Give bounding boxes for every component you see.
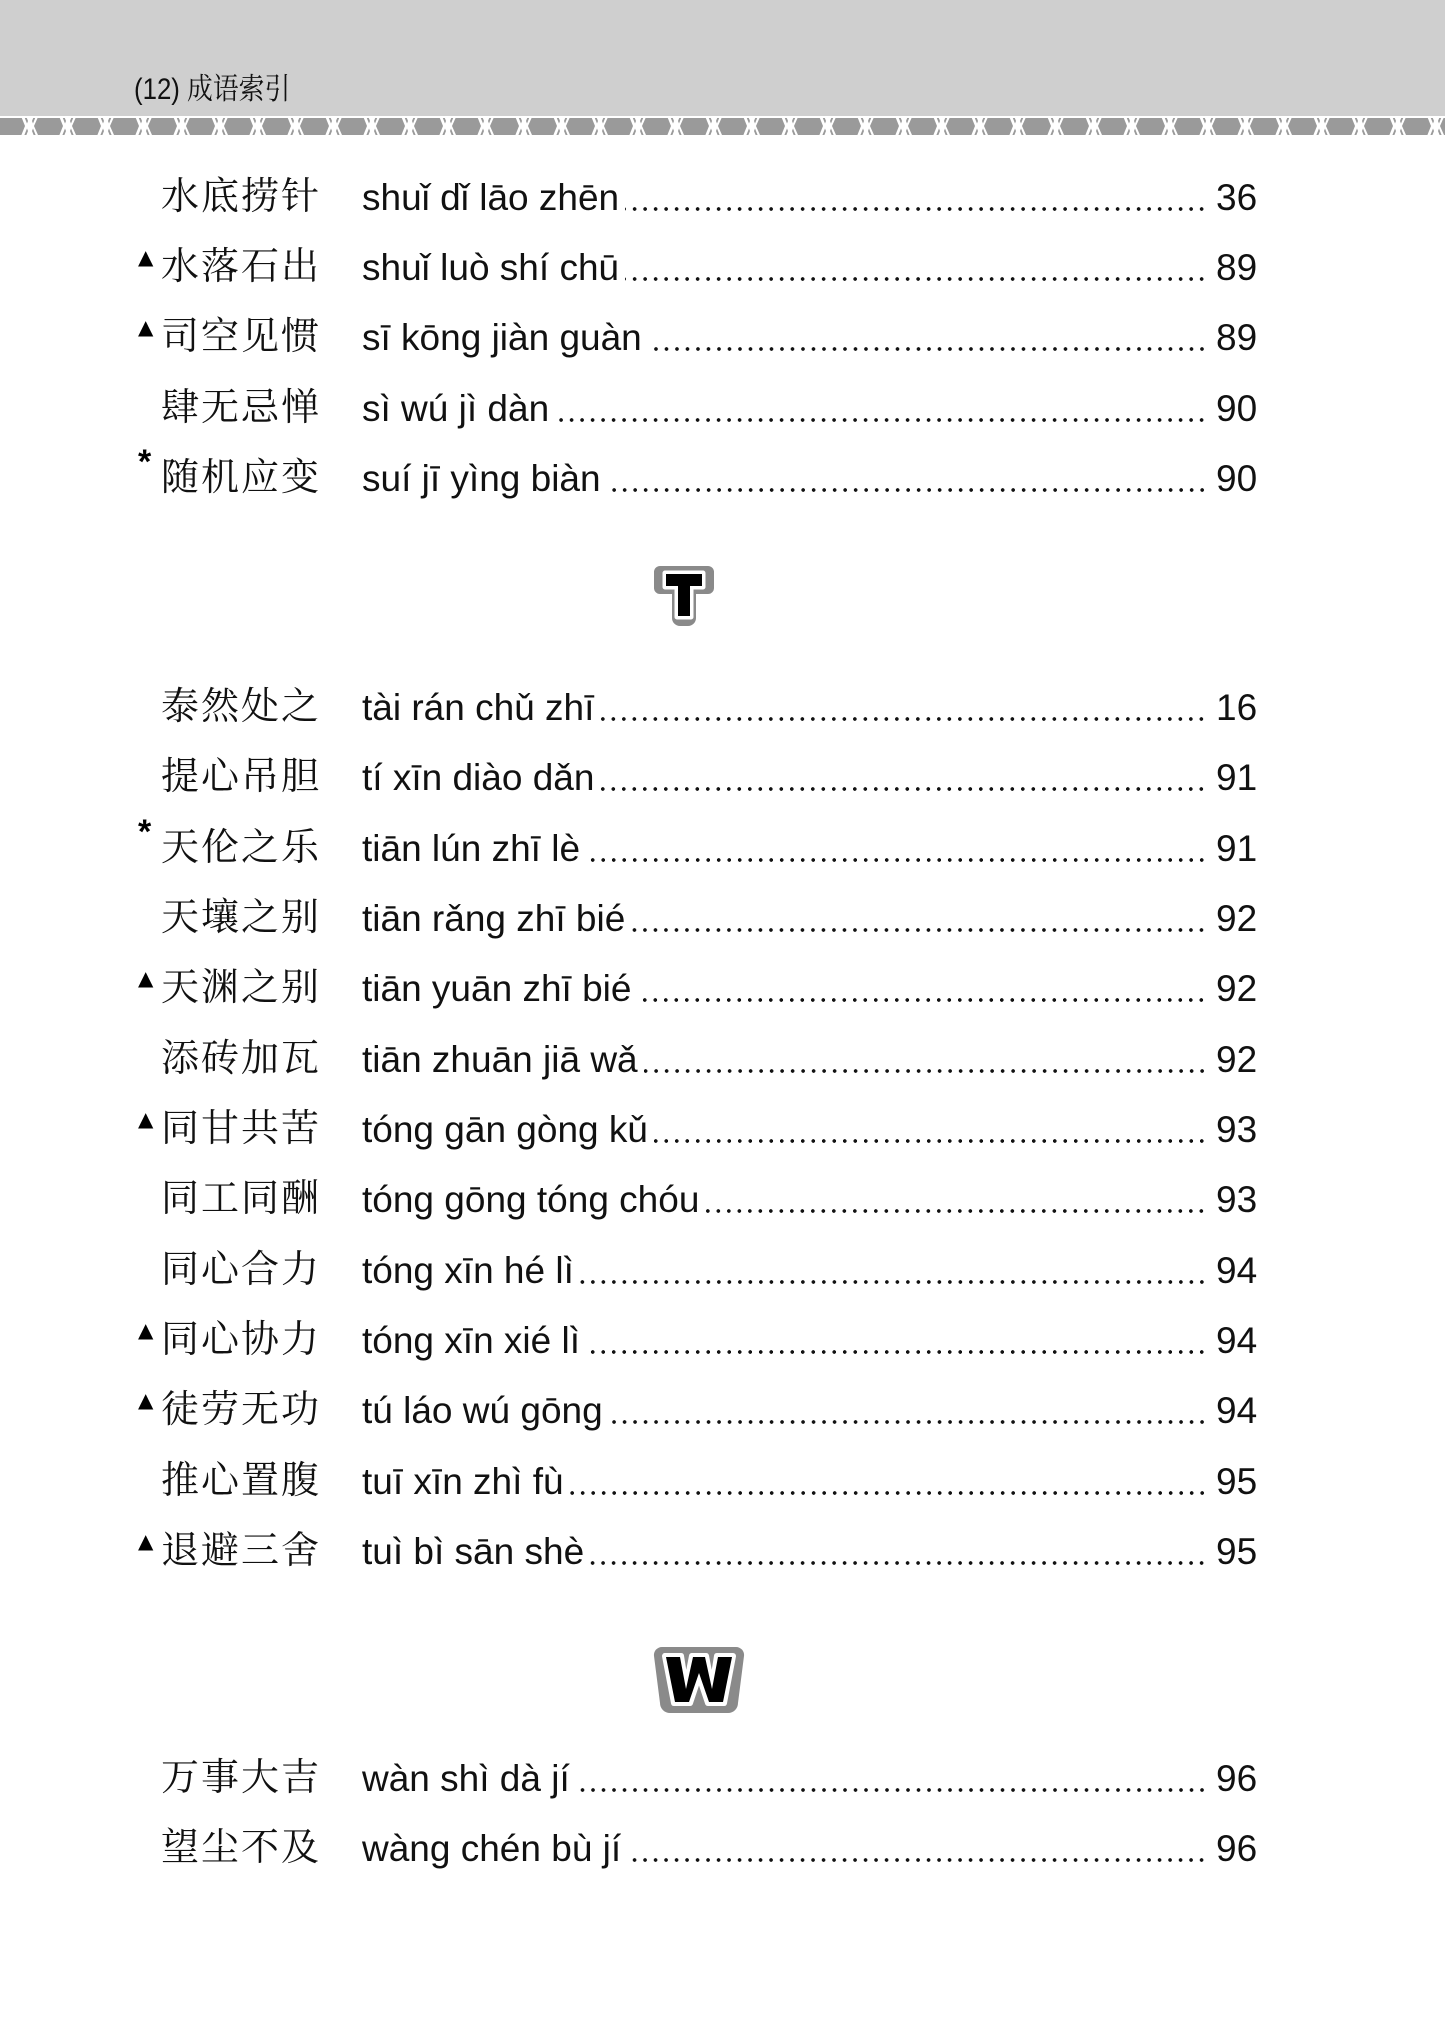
idiom-text: 推心置腹	[161, 1458, 322, 1502]
page-number: 94	[1216, 1250, 1258, 1291]
pinyin-text: tiān zhuān jiā wǎ	[362, 1039, 638, 1080]
page-number: 89	[1216, 317, 1258, 358]
pinyin-text: tuì bì sān shè	[362, 1531, 585, 1572]
dot-leader	[654, 1139, 1207, 1143]
pinyin-text: wàn shì dà jí	[362, 1758, 570, 1799]
pinyin-text: tóng gōng tóng chóu	[362, 1179, 700, 1220]
pinyin-leader	[362, 1038, 1207, 1082]
pinyin-leader	[362, 316, 1207, 360]
page-header	[0, 0, 1445, 116]
pinyin-leader	[362, 387, 1207, 431]
dot-leader	[570, 1491, 1207, 1495]
triangle-marker-icon: ▲	[138, 966, 154, 990]
pinyin-leader	[362, 756, 1207, 800]
index-entry	[0, 746, 1445, 806]
page-number: 16	[1216, 687, 1258, 728]
dot-leader	[627, 1858, 1207, 1862]
triangle-marker-icon: ▲	[138, 1388, 154, 1412]
pinyin-leader	[362, 1319, 1207, 1363]
pinyin-text: sì wú jì dàn	[362, 388, 550, 429]
dot-leader	[600, 787, 1207, 791]
index-entry	[0, 1379, 1445, 1439]
dot-leader	[555, 418, 1207, 422]
dot-leader	[644, 1069, 1207, 1073]
section-letter-badge-w	[652, 1643, 746, 1717]
triangle-marker-icon: ▲	[138, 315, 154, 339]
dot-leader	[705, 1209, 1207, 1213]
dot-leader	[625, 277, 1207, 281]
idiom-text: 望尘不及	[161, 1825, 322, 1869]
page-title: (12) 成语索引	[134, 73, 291, 106]
page-number: 95	[1216, 1461, 1258, 1502]
idiom-text: 天壤之别	[161, 895, 322, 939]
dot-leader	[586, 1350, 1207, 1354]
dot-leader	[648, 347, 1207, 351]
index-entry	[0, 377, 1445, 437]
dot-leader	[590, 1561, 1207, 1565]
pinyin-text: tiān rǎng zhī bié	[362, 898, 626, 939]
dot-leader	[600, 717, 1207, 721]
index-entry	[0, 957, 1445, 1017]
idiom-text: 同工同酬	[161, 1176, 322, 1220]
index-entry	[0, 1520, 1445, 1580]
index-entry	[0, 1239, 1445, 1299]
asterisk-marker-icon: *	[138, 813, 152, 851]
index-entry	[0, 1309, 1445, 1369]
dot-leader	[637, 998, 1207, 1002]
idiom-text: 水落石出	[161, 244, 322, 288]
index-entry	[0, 166, 1445, 226]
hexagon-pattern-icon	[0, 116, 1445, 136]
index-entry	[0, 1168, 1445, 1228]
idiom-text: 同心合力	[161, 1247, 322, 1291]
triangle-marker-icon: ▲	[138, 245, 154, 269]
dot-leader	[576, 1788, 1207, 1792]
dot-leader	[631, 928, 1207, 932]
dot-leader	[580, 1280, 1207, 1284]
pinyin-leader	[362, 176, 1207, 220]
index-entry	[0, 1098, 1445, 1158]
pinyin-text: tiān yuān zhī bié	[362, 968, 632, 1009]
dot-leader	[607, 488, 1207, 492]
pinyin-leader	[362, 827, 1207, 871]
pinyin-text: tuī xīn zhì fù	[362, 1461, 564, 1502]
page-number: 92	[1216, 968, 1258, 1009]
pinyin-text: suí jī yìng biàn	[362, 458, 601, 499]
idiom-text: 肆无忌惮	[161, 385, 322, 429]
idiom-text: 同甘共苦	[161, 1106, 322, 1150]
index-entry	[0, 676, 1445, 736]
idiom-text: 泰然处之	[161, 684, 322, 728]
pinyin-leader	[362, 1178, 1207, 1222]
triangle-marker-icon: ▲	[138, 1529, 154, 1553]
index-entry	[0, 1817, 1445, 1877]
page-number: 96	[1216, 1758, 1258, 1799]
pinyin-text: tú láo wú gōng	[362, 1390, 603, 1431]
pinyin-text: tiān lún zhī lè	[362, 828, 581, 869]
idiom-text: 提心吊胆	[161, 754, 322, 798]
triangle-marker-icon: ▲	[138, 1318, 154, 1342]
idiom-text: 同心协力	[161, 1317, 322, 1361]
pinyin-leader	[362, 1108, 1207, 1152]
pinyin-leader	[362, 457, 1207, 501]
dot-leader	[609, 1420, 1207, 1424]
index-entry	[0, 1747, 1445, 1807]
idiom-text: 天渊之别	[161, 965, 322, 1009]
page-number: 93	[1216, 1109, 1258, 1150]
pinyin-text: sī kōng jiàn guàn	[362, 317, 642, 358]
pinyin-text: shuǐ luò shí chū	[362, 247, 620, 288]
index-entry	[0, 813, 1445, 877]
index-entry	[0, 887, 1445, 947]
triangle-marker-icon: ▲	[138, 1107, 154, 1131]
index-entry	[0, 443, 1445, 507]
pinyin-text: wàng chén bù jí	[362, 1828, 622, 1869]
page-number: 91	[1216, 757, 1258, 798]
dot-leader	[586, 858, 1207, 862]
dot-leader	[625, 207, 1207, 211]
idiom-text: 万事大吉	[161, 1755, 322, 1799]
pinyin-leader	[362, 1249, 1207, 1293]
index-entry	[0, 236, 1445, 296]
pinyin-text: tài rán chǔ zhī	[362, 687, 595, 728]
page-number: 94	[1216, 1320, 1258, 1361]
page-number: 93	[1216, 1179, 1258, 1220]
pinyin-leader	[362, 1530, 1207, 1574]
idiom-text: 水底捞针	[161, 174, 322, 218]
pinyin-leader	[362, 1757, 1207, 1801]
page-number: 92	[1216, 898, 1258, 939]
idiom-text: 添砖加瓦	[161, 1036, 322, 1080]
pinyin-leader	[362, 686, 1207, 730]
idiom-text: 天伦之乐	[161, 825, 322, 869]
page-number: 90	[1216, 388, 1258, 429]
letter-w-icon	[652, 1643, 746, 1717]
pinyin-leader	[362, 246, 1207, 290]
page-number: 95	[1216, 1531, 1258, 1572]
pinyin-text: shuǐ dǐ lāo zhēn	[362, 177, 620, 218]
decorative-pattern-band	[0, 116, 1445, 136]
page-number: 92	[1216, 1039, 1258, 1080]
pinyin-text: tóng gān gòng kǔ	[362, 1109, 648, 1150]
page-number: 90	[1216, 458, 1258, 499]
page-number: 36	[1216, 177, 1258, 218]
page-number: 94	[1216, 1390, 1258, 1431]
pinyin-text: tí xīn diào dǎn	[362, 757, 595, 798]
idiom-text: 退避三舍	[161, 1528, 322, 1572]
page-number: 89	[1216, 247, 1258, 288]
pinyin-leader	[362, 1460, 1207, 1504]
index-entry	[0, 1450, 1445, 1510]
pinyin-leader	[362, 897, 1207, 941]
index-entry	[0, 306, 1445, 366]
pinyin-leader	[362, 1389, 1207, 1433]
page-number: 91	[1216, 828, 1258, 869]
idiom-text: 徒劳无功	[161, 1387, 322, 1431]
page-number: 96	[1216, 1828, 1258, 1869]
letter-t-icon	[652, 562, 716, 628]
pinyin-leader	[362, 967, 1207, 1011]
section-letter-badge-t	[652, 562, 716, 628]
idiom-text: 司空见惯	[161, 314, 322, 358]
pinyin-leader	[362, 1827, 1207, 1871]
index-entry	[0, 1028, 1445, 1088]
asterisk-marker-icon: *	[138, 443, 152, 481]
pinyin-text: tóng xīn hé lì	[362, 1250, 574, 1291]
pinyin-text: tóng xīn xié lì	[362, 1320, 581, 1361]
idiom-text: 随机应变	[161, 455, 322, 499]
